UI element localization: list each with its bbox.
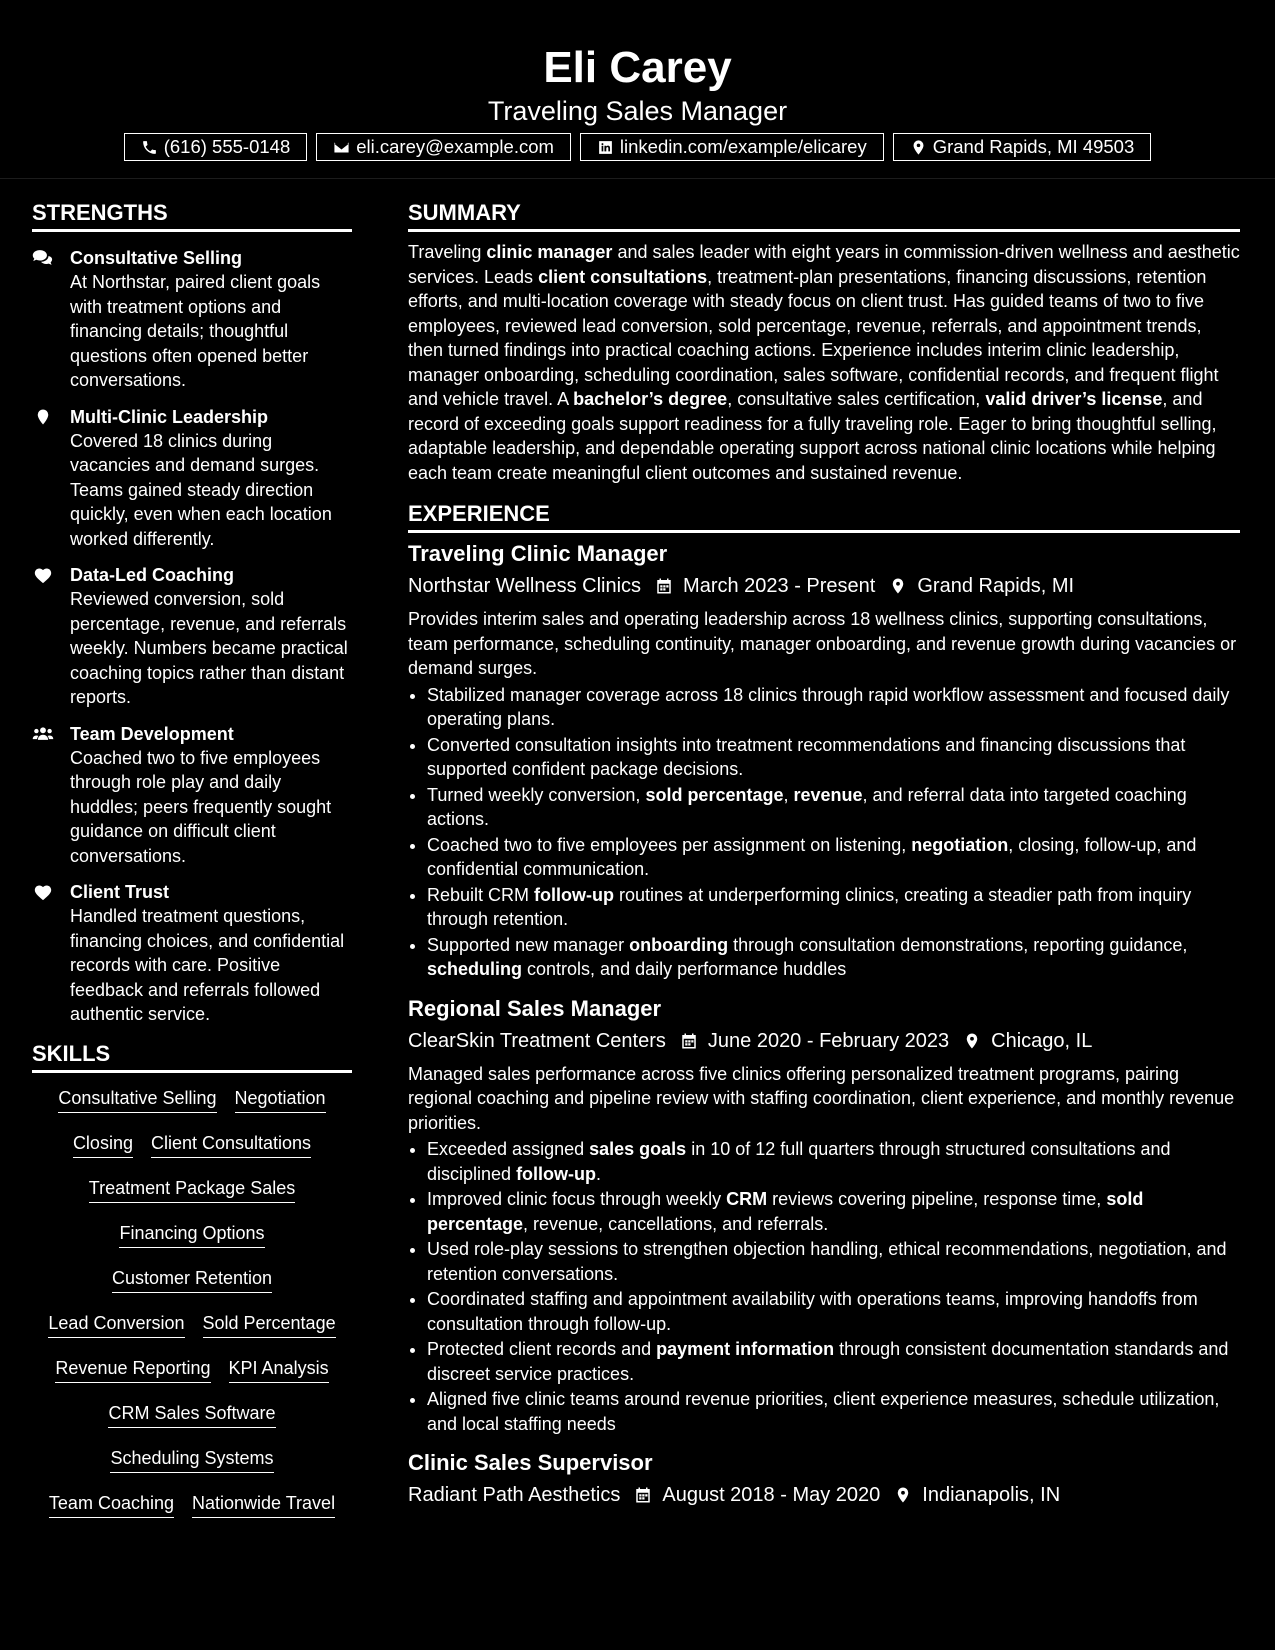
skill-tag: Treatment Package Sales [89, 1175, 295, 1203]
job-location: Indianapolis, IN [922, 1484, 1061, 1506]
skills-row [32, 1130, 352, 1175]
contact-email-text: eli.carey@example.com [356, 136, 554, 157]
strength-item [32, 722, 352, 869]
right-column [408, 198, 1240, 1510]
job-bullet: • Stabilized manager coverage across 18 clinics through rapid workflow assessment and focused daily operating plans. [427, 683, 1240, 732]
job-bullet: • Used role-play sessions to strengthen objection handling, ethical recommendations, negotiation, and retention conversations. [427, 1237, 1240, 1286]
job-description: Provides interim sales and operating leadership across 18 wellness clinics, supporting consultations, team performance, scheduling continuity, manager onboarding, and revenue growth during vacancies or demand surges. [408, 609, 1237, 678]
strength-text: Covered 18 clinics during vacancies and demand surges. Teams gained steady direction quickly, even when each location worked differently. [70, 430, 332, 549]
calendar-icon [680, 1032, 698, 1050]
contact-phone[interactable] [124, 133, 308, 161]
job-dates: August 2018 - May 2020 [662, 1484, 881, 1506]
job-title: Regional Sales Manager [408, 995, 662, 1021]
skills-row [32, 1220, 352, 1265]
job-meta [408, 1026, 1240, 1056]
job-bullet: • Coordinated staffing and appointment availability with operations teams, improving handoffs from consultation through follow-up. [427, 1287, 1240, 1336]
contact-bar [0, 133, 1275, 161]
strength-title: Consultative Selling [70, 248, 243, 268]
skill-tag: Customer Retention [112, 1265, 272, 1293]
strength-title: Client Trust [70, 882, 170, 902]
map-pin-icon [910, 139, 927, 156]
heart-icon [32, 883, 54, 901]
skills-row [32, 1400, 352, 1445]
job-company: Northstar Wellness Clinics [408, 575, 642, 597]
skills-list [32, 1085, 352, 1535]
job-company: ClearSkin Treatment Centers [408, 1029, 666, 1052]
phone-icon [141, 139, 158, 156]
skill-tag: Team Coaching [49, 1490, 174, 1518]
strength-title: Data-Led Coaching [70, 565, 235, 585]
skills-row [32, 1175, 352, 1220]
job-company: Radiant Path Aesthetics [408, 1484, 621, 1506]
map-pin-icon [894, 1486, 912, 1504]
job-title: Clinic Sales Supervisor [408, 1450, 653, 1475]
job-bullet: • Exceeded assigned sales goals in 10 of 12 full quarters through structured consultations and disciplined follow-up. [427, 1137, 1240, 1186]
map-pin-icon [963, 1032, 981, 1050]
skills-row [32, 1265, 352, 1310]
skill-tag: Closing [73, 1130, 133, 1158]
strength-text: Reviewed conversion, sold percentage, revenue, and referrals weekly. Numbers became practical coaching topics rather than distant reports. [70, 589, 348, 707]
skill-tag: Sold Percentage [203, 1310, 336, 1338]
job-dates: June 2020 - February 2023 [707, 1029, 950, 1052]
job-entry [408, 994, 1240, 1437]
left-column [32, 198, 352, 1535]
job-bullet: • Aligned five clinic teams around revenue priorities, client experience measures, schedule utilization, and local staffing needs [427, 1387, 1240, 1436]
strengths-heading: STRENGTHS [32, 198, 352, 232]
job-entry [408, 1448, 1240, 1510]
experience-list [408, 539, 1240, 1510]
comments-icon [32, 249, 54, 267]
skill-tag: CRM Sales Software [108, 1400, 275, 1428]
job-title: Traveling Clinic Manager [408, 541, 668, 566]
strength-item [32, 880, 352, 1027]
skills-row [32, 1445, 352, 1490]
summary-heading: SUMMARY [408, 198, 1240, 232]
users-icon [32, 725, 54, 743]
job-bullet: • Improved clinic focus through weekly CRM reviews covering pipeline, response time, sold percentage, revenue, cancellations, and referrals. [427, 1187, 1240, 1236]
job-location: Chicago, IL [991, 1029, 1093, 1052]
job-meta [408, 571, 1240, 601]
skill-tag: Consultative Selling [58, 1085, 216, 1113]
contact-location [893, 133, 1152, 161]
skills-row [32, 1085, 352, 1130]
resume-header [0, 0, 1275, 179]
job-dates: March 2023 - Present [683, 575, 876, 597]
skill-tag: Financing Options [119, 1220, 264, 1248]
map-pin-icon [889, 577, 907, 595]
job-bullet: • Converted consultation insights into treatment recommendations and financing discussions that supported confident package decisions. [427, 733, 1240, 782]
contact-linkedin[interactable] [580, 133, 884, 161]
linkedin-icon [597, 139, 614, 156]
skill-tag: Scheduling Systems [110, 1445, 273, 1473]
strength-text: Coached two to five employees through role play and daily huddles; peers frequently sought guidance on difficult client conversations. [70, 747, 332, 866]
strength-text: At Northstar, paired client goals with treatment options and financing details; thoughtful questions often opened better conversations. [70, 272, 321, 390]
experience-heading: EXPERIENCE [408, 499, 1240, 533]
candidate-title: Traveling Sales Manager [487, 96, 788, 126]
job-bullet: • Rebuilt CRM follow-up routines at underperforming clinics, creating a steadier path from inquiry through retention. [427, 883, 1240, 932]
skill-tag: Revenue Reporting [55, 1355, 210, 1383]
heart-icon [32, 566, 54, 584]
job-bullets [408, 683, 1240, 982]
job-description: Managed sales performance across five clinics offering personalized treatment programs, pairing regional coaching and pipeline review with staffing coordination, client experience, and monthly revenue priorities. [408, 1063, 1235, 1133]
job-bullets [408, 1137, 1240, 1436]
calendar-icon [634, 1486, 652, 1504]
strength-text: Handled treatment questions, financing choices, and confidential records with care. Positive feedback and referrals followed authentic service. [70, 906, 345, 1024]
skills-row [32, 1310, 352, 1355]
strength-title: Team Development [70, 723, 234, 744]
skills-row [32, 1355, 352, 1400]
skill-tag: Nationwide Travel [192, 1490, 335, 1518]
job-meta [408, 1480, 1240, 1510]
job-bullet: • Supported new manager onboarding through consultation demonstrations, reporting guidance, scheduling controls, and daily performance huddles [427, 933, 1240, 982]
skill-tag: Client Consultations [151, 1130, 311, 1158]
calendar-icon [655, 577, 673, 595]
summary-text: Traveling clinic manager and sales leader with eight years in commission-driven wellness and aesthetic services. Leads client consultations, treatment-plan presentations, financing discussions, retention efforts, and multi-location coverage with steady focus on client trust. Has guided teams of two to five employees, reviewed lead conversion, sold percentage, revenue, referrals, and appointment trends, then turned findings into practical coaching actions. Experience includes interim clinic leadership, manager onboarding, scheduling coordination, sales software, confidential records, and frequent flight and vehicle travel. A bachelor’s degree, consultative sales certification, valid driver’s license, and record of exceeding goals support readiness for a fully traveling role. Eager to bring thoughtful selling, adaptable leadership, and dependable operating support across national clinic locations while helping each team create meaningful client outcomes and sustained revenue. [408, 242, 1240, 483]
job-bullet: • Turned weekly conversion, sold percentage, revenue, and referral data into targeted coaching actions. [427, 783, 1240, 832]
strength-item [32, 405, 352, 552]
map-pin-icon [32, 408, 54, 426]
candidate-name: Eli Carey [543, 43, 732, 92]
strength-item [32, 563, 352, 710]
skill-tag: KPI Analysis [229, 1355, 329, 1383]
strength-item [32, 246, 352, 393]
contact-linkedin-text: linkedin.com/example/elicarey [619, 136, 867, 157]
job-entry [408, 539, 1240, 982]
contact-phone-text: (616) 555-0148 [163, 136, 291, 157]
job-bullet: • Protected client records and payment information through consistent documentation standards and discreet service practices. [427, 1337, 1240, 1386]
envelope-icon [333, 139, 350, 156]
strengths-list [32, 246, 352, 1027]
contact-email[interactable] [316, 133, 571, 161]
strength-title: Multi-Clinic Leadership [70, 406, 269, 427]
skills-row [32, 1490, 352, 1535]
skill-tag: Lead Conversion [48, 1310, 184, 1338]
contact-location-text: Grand Rapids, MI 49503 [932, 136, 1135, 157]
job-location: Grand Rapids, MI [917, 575, 1075, 597]
skill-tag: Negotiation [235, 1085, 326, 1113]
job-bullet: • Coached two to five employees per assignment on listening, negotiation, closing, follow-up, and confidential communication. [427, 833, 1240, 882]
skills-heading: SKILLS [32, 1039, 352, 1073]
